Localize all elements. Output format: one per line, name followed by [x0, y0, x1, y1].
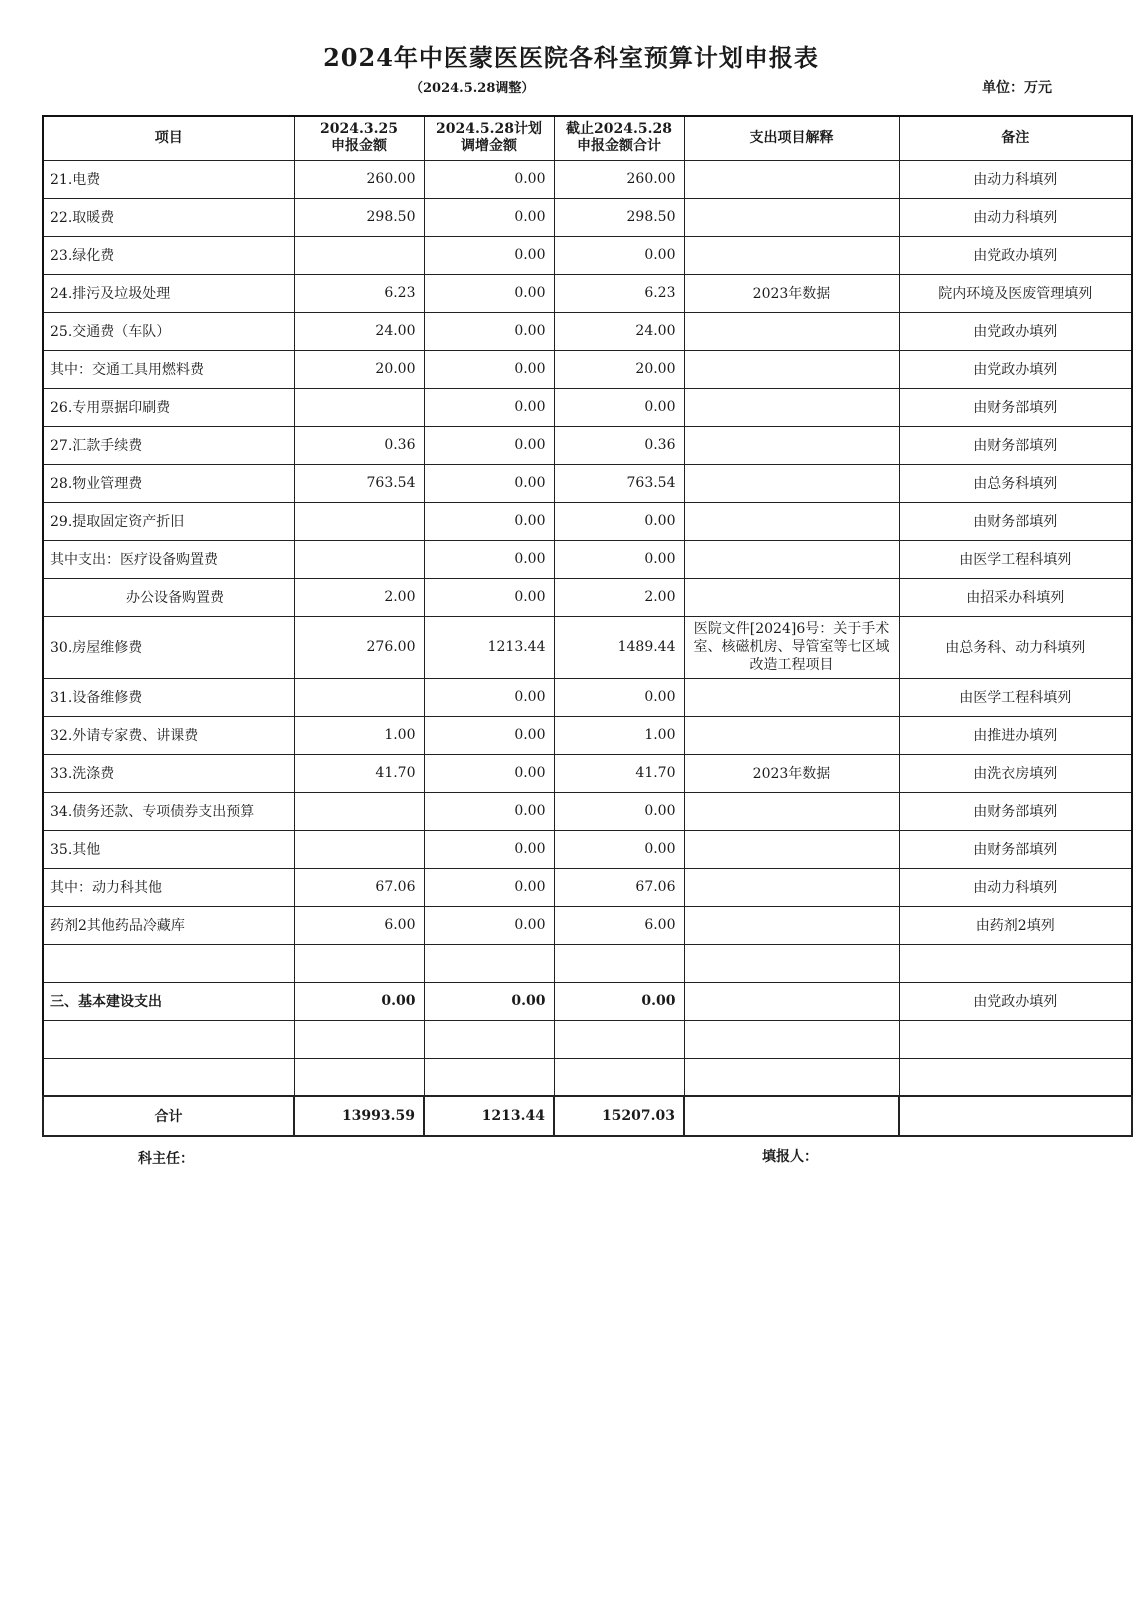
row-note: 由财务部填列	[899, 426, 1132, 464]
row-total: 763.54	[554, 464, 684, 502]
row-adjust: 0.00	[424, 868, 554, 906]
row-declared: 20.00	[294, 350, 424, 388]
row-adjust: 0.00	[424, 540, 554, 578]
row-explain	[684, 350, 899, 388]
row-item: 26.专用票据印刷费	[43, 388, 294, 426]
row-adjust	[424, 944, 554, 982]
table-row	[43, 906, 1132, 944]
table-row	[43, 678, 1132, 716]
row-note: 由党政办填列	[899, 312, 1132, 350]
row-item: 其中支出：医疗设备购置费	[43, 540, 294, 578]
row-note	[899, 944, 1132, 982]
header-total-line2: 申报金额合计	[577, 138, 661, 155]
table-row	[43, 540, 1132, 578]
row-total	[554, 1058, 684, 1096]
table-row	[43, 426, 1132, 464]
row-adjust: 0.00	[424, 388, 554, 426]
row-explain: 2023年数据	[684, 274, 899, 312]
row-explain	[684, 236, 899, 274]
row-explain	[684, 830, 899, 868]
row-declared: 298.50	[294, 198, 424, 236]
row-total: 2.00	[554, 578, 684, 616]
row-declared: 2.00	[294, 578, 424, 616]
row-adjust: 0.00	[424, 678, 554, 716]
row-declared: 260.00	[294, 160, 424, 198]
row-total: 0.00	[554, 540, 684, 578]
row-note: 由党政办填列	[899, 236, 1132, 274]
row-item: 31.设备维修费	[43, 678, 294, 716]
header-total	[554, 116, 684, 160]
row-item: 29.提取固定资产折旧	[43, 502, 294, 540]
row-explain	[684, 426, 899, 464]
header-declared-line2: 申报金额	[331, 138, 387, 155]
row-explain	[684, 944, 899, 982]
row-adjust	[424, 1058, 554, 1096]
document-title: 2024年中医蒙医医院各科室预算计划申报表	[323, 43, 819, 72]
table-row	[43, 1020, 1132, 1058]
row-declared	[294, 540, 424, 578]
row-item: 其中：交通工具用燃料费	[43, 350, 294, 388]
row-adjust: 0.00	[424, 830, 554, 868]
table-row	[43, 502, 1132, 540]
row-item: 22.取暖费	[43, 198, 294, 236]
row-note: 由总务科、动力科填列	[899, 616, 1132, 678]
header-total-line1: 截止2024.5.28	[566, 121, 672, 138]
row-item: 34.债务还款、专项债券支出预算	[43, 792, 294, 830]
row-declared	[294, 944, 424, 982]
row-adjust: 0.00	[424, 502, 554, 540]
row-adjust: 1213.44	[424, 616, 554, 678]
row-adjust: 0.00	[424, 906, 554, 944]
row-note: 由医学工程科填列	[899, 678, 1132, 716]
row-adjust: 0.00	[424, 426, 554, 464]
total-row	[43, 1096, 1132, 1136]
row-note: 由推进办填列	[899, 716, 1132, 754]
row-explain: 医院文件[2024]6号：关于手术室、核磁机房、导管室等七区域改造工程项目	[684, 616, 899, 678]
row-declared: 1.00	[294, 716, 424, 754]
row-item: 30.房屋维修费	[43, 616, 294, 678]
row-item: 其中：动力科其他	[43, 868, 294, 906]
row-adjust: 0.00	[424, 160, 554, 198]
row-declared	[294, 236, 424, 274]
table-row	[43, 274, 1132, 312]
row-explain	[684, 388, 899, 426]
table-row	[43, 754, 1132, 792]
row-declared: 41.70	[294, 754, 424, 792]
row-declared	[294, 502, 424, 540]
row-total: 0.00	[554, 236, 684, 274]
row-total: 298.50	[554, 198, 684, 236]
row-adjust: 0.00	[424, 464, 554, 502]
row-declared	[294, 1058, 424, 1096]
row-adjust: 0.00	[424, 792, 554, 830]
total-item: 合计	[43, 1096, 294, 1136]
total-explain	[684, 1096, 899, 1136]
row-item: 25.交通费（车队）	[43, 312, 294, 350]
row-explain: 2023年数据	[684, 754, 899, 792]
table-row	[43, 1058, 1132, 1096]
row-total: 0.00	[554, 502, 684, 540]
row-total: 0.00	[554, 678, 684, 716]
row-explain	[684, 792, 899, 830]
row-declared	[294, 792, 424, 830]
reporter-signature-label: 填报人：	[762, 1149, 818, 1165]
row-adjust	[424, 1020, 554, 1058]
row-total	[554, 944, 684, 982]
total-total: 15207.03	[554, 1096, 684, 1136]
row-note: 由动力科填列	[899, 198, 1132, 236]
row-total: 6.23	[554, 274, 684, 312]
row-item: 27.汇款手续费	[43, 426, 294, 464]
row-explain	[684, 312, 899, 350]
row-total: 0.00	[554, 792, 684, 830]
row-total: 41.70	[554, 754, 684, 792]
row-item: 33.洗涤费	[43, 754, 294, 792]
row-declared	[294, 388, 424, 426]
table-row	[43, 350, 1132, 388]
table-row	[43, 944, 1132, 982]
header-declared-line1: 2024.3.25	[320, 121, 398, 138]
row-explain	[684, 678, 899, 716]
total-declared: 13993.59	[294, 1096, 424, 1136]
row-item	[43, 944, 294, 982]
table-row	[43, 830, 1132, 868]
header-declared	[294, 116, 424, 160]
row-item: 办公设备购置费	[43, 578, 294, 616]
table-row	[43, 198, 1132, 236]
row-note: 由财务部填列	[899, 388, 1132, 426]
row-declared	[294, 678, 424, 716]
row-note: 由洗衣房填列	[899, 754, 1132, 792]
table-row	[43, 982, 1132, 1020]
row-item: 药剂2其他药品冷藏库	[43, 906, 294, 944]
row-explain	[684, 1020, 899, 1058]
header-note: 备注	[899, 116, 1132, 160]
row-total	[554, 1020, 684, 1058]
row-item: 28.物业管理费	[43, 464, 294, 502]
row-item: 21.电费	[43, 160, 294, 198]
row-declared: 24.00	[294, 312, 424, 350]
row-declared: 6.23	[294, 274, 424, 312]
row-total: 0.00	[554, 982, 684, 1020]
row-total: 6.00	[554, 906, 684, 944]
row-note	[899, 1020, 1132, 1058]
table-row	[43, 388, 1132, 426]
row-note: 由财务部填列	[899, 830, 1132, 868]
row-note: 由党政办填列	[899, 350, 1132, 388]
table-row	[43, 236, 1132, 274]
row-note: 由动力科填列	[899, 160, 1132, 198]
row-declared: 763.54	[294, 464, 424, 502]
row-item: 32.外请专家费、讲课费	[43, 716, 294, 754]
row-adjust: 0.00	[424, 350, 554, 388]
row-total: 0.36	[554, 426, 684, 464]
row-note: 由医学工程科填列	[899, 540, 1132, 578]
row-item: 23.绿化费	[43, 236, 294, 274]
header-adjust-line1: 2024.5.28计划	[436, 121, 542, 138]
row-total: 0.00	[554, 388, 684, 426]
row-declared: 67.06	[294, 868, 424, 906]
row-item: 35.其他	[43, 830, 294, 868]
table-row	[43, 616, 1132, 678]
row-item: 24.排污及垃圾处理	[43, 274, 294, 312]
row-adjust: 0.00	[424, 578, 554, 616]
table-row	[43, 578, 1132, 616]
row-explain	[684, 982, 899, 1020]
table-row	[43, 868, 1132, 906]
row-adjust: 0.00	[424, 754, 554, 792]
row-explain	[684, 906, 899, 944]
header-item: 项目	[43, 116, 294, 160]
budget-table	[42, 115, 1133, 1137]
row-note	[899, 1058, 1132, 1096]
row-explain	[684, 716, 899, 754]
row-adjust: 0.00	[424, 236, 554, 274]
row-note: 院内环境及医废管理填列	[899, 274, 1132, 312]
table-row	[43, 312, 1132, 350]
row-declared: 0.00	[294, 982, 424, 1020]
row-explain	[684, 1058, 899, 1096]
row-explain	[684, 502, 899, 540]
row-total: 24.00	[554, 312, 684, 350]
table-row	[43, 792, 1132, 830]
row-total: 1489.44	[554, 616, 684, 678]
row-total: 0.00	[554, 830, 684, 868]
document-subtitle: （2024.5.28调整）	[410, 81, 535, 96]
row-total: 67.06	[554, 868, 684, 906]
row-note: 由动力科填列	[899, 868, 1132, 906]
total-adjust: 1213.44	[424, 1096, 554, 1136]
header-explain: 支出项目解释	[684, 116, 899, 160]
row-explain	[684, 540, 899, 578]
row-total: 260.00	[554, 160, 684, 198]
row-note: 由总务科填列	[899, 464, 1132, 502]
row-adjust: 0.00	[424, 312, 554, 350]
row-adjust: 0.00	[424, 274, 554, 312]
row-declared: 0.36	[294, 426, 424, 464]
row-note: 由党政办填列	[899, 982, 1132, 1020]
row-explain	[684, 464, 899, 502]
row-declared: 6.00	[294, 906, 424, 944]
row-adjust: 0.00	[424, 716, 554, 754]
director-signature-label: 科主任：	[138, 1151, 194, 1167]
total-note	[899, 1096, 1132, 1136]
row-item	[43, 1058, 294, 1096]
table-row	[43, 464, 1132, 502]
row-item: 三、基本建设支出	[43, 982, 294, 1020]
row-declared: 276.00	[294, 616, 424, 678]
row-declared	[294, 1020, 424, 1058]
row-adjust: 0.00	[424, 982, 554, 1020]
row-explain	[684, 868, 899, 906]
row-note: 由药剂2填列	[899, 906, 1132, 944]
row-note: 由招采办科填列	[899, 578, 1132, 616]
row-explain	[684, 198, 899, 236]
header-adjust	[424, 116, 554, 160]
header-adjust-line2: 调增金额	[461, 138, 517, 155]
row-declared	[294, 830, 424, 868]
header-row	[43, 116, 1132, 160]
unit-label: 单位：万元	[982, 80, 1052, 96]
row-explain	[684, 160, 899, 198]
row-item	[43, 1020, 294, 1058]
row-explain	[684, 578, 899, 616]
row-note: 由财务部填列	[899, 792, 1132, 830]
row-total: 20.00	[554, 350, 684, 388]
table-row	[43, 716, 1132, 754]
row-adjust: 0.00	[424, 198, 554, 236]
row-note: 由财务部填列	[899, 502, 1132, 540]
table-row	[43, 160, 1132, 198]
row-total: 1.00	[554, 716, 684, 754]
